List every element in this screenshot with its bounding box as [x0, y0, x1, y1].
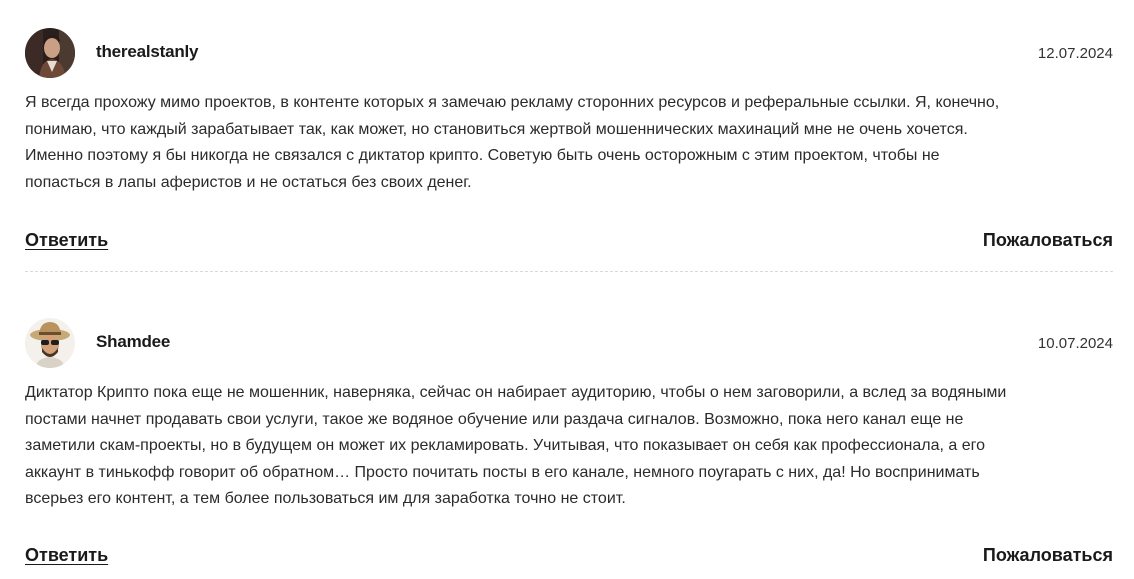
comment-text-line: понимаю, что каждый зарабатывает так, как может, но становиться жертвой мошеннических махинаций мне не очень хочется.	[25, 120, 968, 138]
reply-link[interactable]: Ответить	[25, 230, 109, 250]
reply-link[interactable]: Ответить	[25, 545, 109, 565]
comment-text-line: постами начнет продавать свои услуги, такое же водяное обучение или раздача сигналов. Возможно, пока него канал еще не	[25, 410, 964, 428]
comment-date: 10.07.2024	[1037, 335, 1113, 352]
comment-text-line: Именно поэтому я бы никогда не связался с диктатор крипто. Советую быть очень осторожным с этим проектом, чтобы не	[25, 147, 940, 164]
comment-item	[25, 318, 1113, 565]
comment-text-line: попасться в лапы аферистов и не остаться без своих денег.	[25, 173, 472, 191]
comment-text	[25, 90, 1113, 196]
comment-actions	[25, 545, 1113, 569]
comment-actions	[25, 230, 1113, 254]
user-photo-icon	[25, 28, 75, 78]
avatar[interactable]	[25, 28, 75, 78]
user-photo-icon	[25, 318, 75, 368]
comment-text-line: аккаунт в тинькофф говорит об обратном… Просто почитать посты в его канале, немного поугарать с них, да! Но воспринимать	[25, 463, 980, 481]
report-button[interactable]: Пожаловаться	[982, 230, 1113, 250]
comment-text-line: Я всегда прохожу мимо проектов, в контенте которых я замечаю рекламу сторонних ресурсов и реферальные ссылки. Я, конечно,	[25, 94, 1000, 111]
comment-item	[25, 28, 1113, 250]
comment-date: 12.07.2024	[1037, 45, 1113, 62]
comment-text-line: Диктатор Крипто пока еще не мошенник, наверняка, сейчас он набирает аудиторию, чтобы о нем заговорили, а вслед за водяными	[25, 384, 1007, 401]
comment-header	[25, 318, 1113, 368]
comment-divider	[25, 271, 1113, 272]
report-button[interactable]: Пожаловаться	[982, 545, 1113, 565]
comment-text-line: всерьез его контент, а тем более пользоваться им для заработка точно не стоит.	[25, 490, 626, 507]
comment-header	[25, 28, 1113, 78]
username[interactable]: Shamdee	[96, 332, 171, 351]
comment-text	[25, 380, 1113, 513]
avatar[interactable]	[25, 318, 75, 368]
comment-text-line: заметили скам-проекты, но в будущем он может их рекламировать. Учитывая, что показывает он себя как профессионала, а его	[25, 437, 986, 454]
username[interactable]: therealstanly	[96, 42, 199, 61]
